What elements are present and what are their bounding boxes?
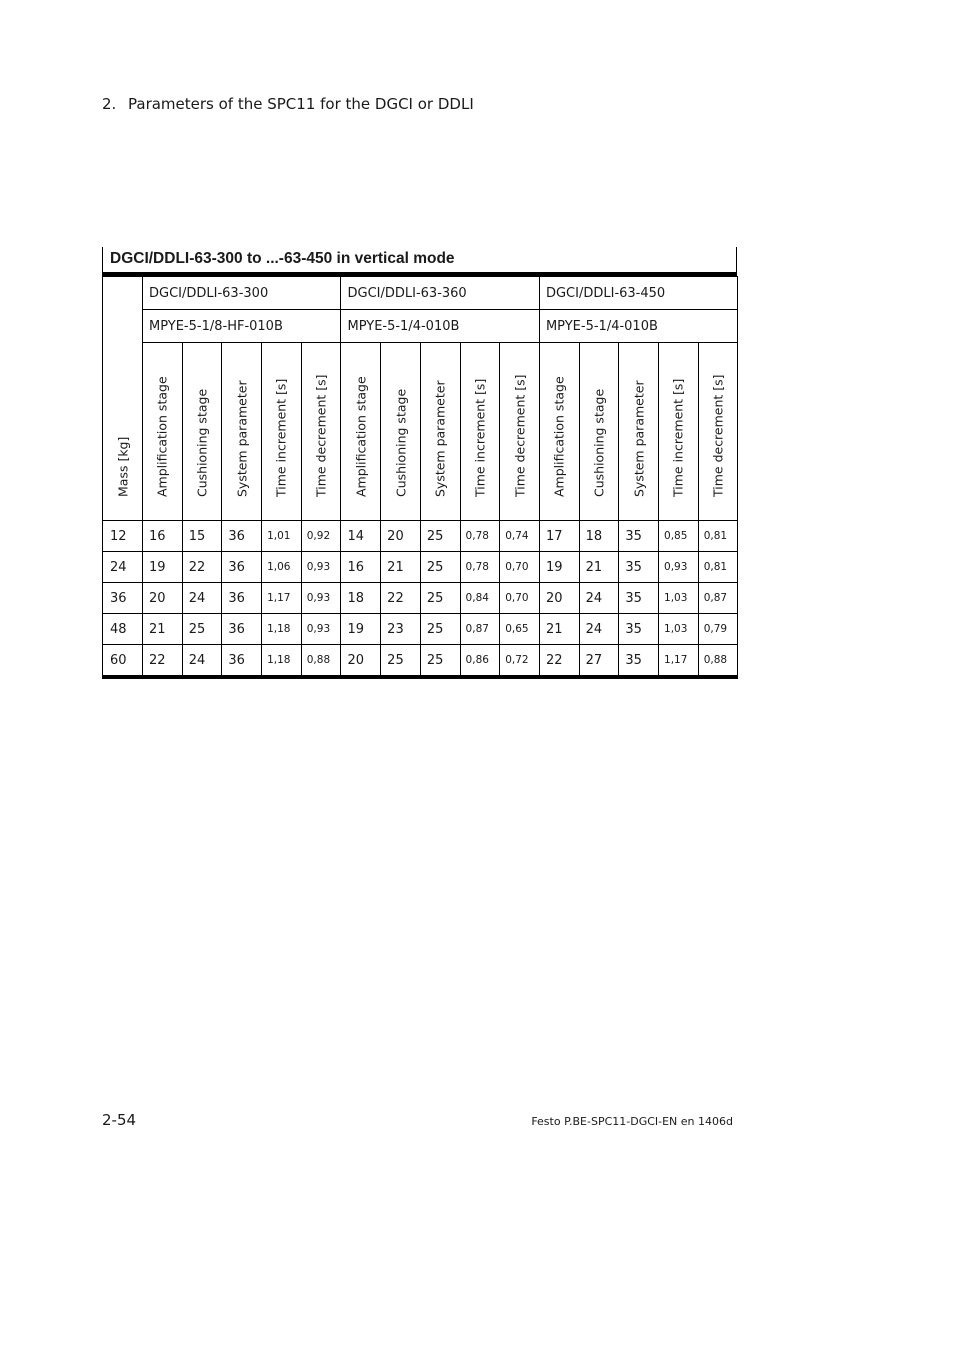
parameter-header: System parameter bbox=[432, 380, 448, 497]
group-model-cell: DGCI/DDLI-63-300 bbox=[143, 277, 341, 310]
value-cell: 17 bbox=[539, 521, 579, 552]
value-cell: 25 bbox=[420, 614, 460, 645]
parameter-header: Time increment [s] bbox=[472, 378, 488, 497]
table-row bbox=[103, 552, 738, 583]
group-valve-cell: MPYE-5-1/4-010B bbox=[539, 310, 737, 343]
value-cell: 0,84 bbox=[460, 583, 500, 614]
value-cell: 22 bbox=[381, 583, 421, 614]
parameter-header: System parameter bbox=[234, 380, 250, 497]
value-cell: 25 bbox=[420, 521, 460, 552]
value-cell: 0,88 bbox=[301, 645, 341, 678]
value-cell: 0,93 bbox=[301, 614, 341, 645]
value-cell: 35 bbox=[619, 614, 659, 645]
parameter-header: Time decrement [s] bbox=[512, 374, 528, 497]
value-cell: 0,85 bbox=[659, 521, 699, 552]
value-cell: 21 bbox=[579, 552, 619, 583]
value-cell: 0,81 bbox=[698, 521, 738, 552]
section-title: Parameters of the SPC11 for the DGCI or DDLI bbox=[128, 95, 474, 113]
section-heading bbox=[102, 95, 474, 113]
value-cell: 16 bbox=[143, 521, 183, 552]
parameter-header-cell bbox=[619, 343, 659, 521]
value-cell: 0,87 bbox=[698, 583, 738, 614]
parameter-header-cell bbox=[341, 343, 381, 521]
value-cell: 1,18 bbox=[262, 614, 302, 645]
parameter-header: Cushioning stage bbox=[393, 388, 409, 497]
parameter-header: Amplification stage bbox=[353, 376, 369, 497]
value-cell: 36 bbox=[222, 614, 262, 645]
mass-cell: 24 bbox=[103, 552, 143, 583]
parameter-table bbox=[102, 276, 738, 679]
mass-cell: 60 bbox=[103, 645, 143, 678]
value-cell: 21 bbox=[539, 614, 579, 645]
mass-header-cell bbox=[103, 277, 143, 521]
value-cell: 20 bbox=[341, 645, 381, 678]
parameter-header-cell bbox=[262, 343, 302, 521]
value-cell: 0,72 bbox=[500, 645, 540, 678]
value-cell: 0,78 bbox=[460, 552, 500, 583]
parameter-header: System parameter bbox=[631, 380, 647, 497]
value-cell: 25 bbox=[420, 645, 460, 678]
parameter-header-cell bbox=[381, 343, 421, 521]
value-cell: 19 bbox=[143, 552, 183, 583]
mass-cell: 48 bbox=[103, 614, 143, 645]
value-cell: 0,70 bbox=[500, 583, 540, 614]
parameter-header-cell bbox=[420, 343, 460, 521]
parameter-header: Cushioning stage bbox=[194, 388, 210, 497]
parameter-header-cell bbox=[182, 343, 222, 521]
value-cell: 0,74 bbox=[500, 521, 540, 552]
parameter-header-cell bbox=[143, 343, 183, 521]
table-row bbox=[103, 614, 738, 645]
parameter-header: Time increment [s] bbox=[670, 378, 686, 497]
value-cell: 0,86 bbox=[460, 645, 500, 678]
value-cell: 25 bbox=[381, 645, 421, 678]
value-cell: 0,81 bbox=[698, 552, 738, 583]
value-cell: 25 bbox=[420, 583, 460, 614]
parameter-header: Amplification stage bbox=[551, 376, 567, 497]
table-row bbox=[103, 583, 738, 614]
value-cell: 16 bbox=[341, 552, 381, 583]
table-title: DGCI/DDLI-63-300 to ...-63-450 in vertical mode bbox=[102, 247, 737, 276]
value-cell: 21 bbox=[381, 552, 421, 583]
group-model-cell: DGCI/DDLI-63-450 bbox=[539, 277, 737, 310]
value-cell: 1,17 bbox=[262, 583, 302, 614]
value-cell: 18 bbox=[579, 521, 619, 552]
page-number: 2-54 bbox=[102, 1111, 137, 1129]
value-cell: 25 bbox=[182, 614, 222, 645]
value-cell: 0,93 bbox=[659, 552, 699, 583]
value-cell: 1,06 bbox=[262, 552, 302, 583]
value-cell: 15 bbox=[182, 521, 222, 552]
parameter-header: Cushioning stage bbox=[591, 388, 607, 497]
parameter-header: Time increment [s] bbox=[273, 378, 289, 497]
value-cell: 1,18 bbox=[262, 645, 302, 678]
value-cell: 25 bbox=[420, 552, 460, 583]
model-header-row bbox=[103, 277, 738, 310]
value-cell: 18 bbox=[341, 583, 381, 614]
value-cell: 24 bbox=[579, 614, 619, 645]
table-row bbox=[103, 521, 738, 552]
group-valve-cell: MPYE-5-1/8-HF-010B bbox=[143, 310, 341, 343]
parameter-header: Time decrement [s] bbox=[710, 374, 726, 497]
value-cell: 14 bbox=[341, 521, 381, 552]
value-cell: 20 bbox=[143, 583, 183, 614]
value-cell: 22 bbox=[182, 552, 222, 583]
parameter-header-cell bbox=[222, 343, 262, 521]
value-cell: 0,65 bbox=[500, 614, 540, 645]
value-cell: 27 bbox=[579, 645, 619, 678]
parameter-table-container bbox=[102, 247, 737, 679]
group-valve-cell: MPYE-5-1/4-010B bbox=[341, 310, 539, 343]
value-cell: 0,78 bbox=[460, 521, 500, 552]
value-cell: 22 bbox=[539, 645, 579, 678]
parameter-header: Amplification stage bbox=[154, 376, 170, 497]
value-cell: 0,92 bbox=[301, 521, 341, 552]
value-cell: 24 bbox=[579, 583, 619, 614]
value-cell: 35 bbox=[619, 583, 659, 614]
mass-cell: 12 bbox=[103, 521, 143, 552]
value-cell: 24 bbox=[182, 645, 222, 678]
value-cell: 21 bbox=[143, 614, 183, 645]
value-cell: 36 bbox=[222, 645, 262, 678]
value-cell: 24 bbox=[182, 583, 222, 614]
value-cell: 1,03 bbox=[659, 614, 699, 645]
valve-header-row bbox=[103, 310, 738, 343]
parameter-header-cell bbox=[579, 343, 619, 521]
parameter-header-cell bbox=[659, 343, 699, 521]
parameter-header-cell bbox=[539, 343, 579, 521]
value-cell: 23 bbox=[381, 614, 421, 645]
value-cell: 0,93 bbox=[301, 583, 341, 614]
table-row bbox=[103, 645, 738, 678]
parameter-header-row bbox=[103, 343, 738, 521]
value-cell: 35 bbox=[619, 552, 659, 583]
value-cell: 0,93 bbox=[301, 552, 341, 583]
group-model-cell: DGCI/DDLI-63-360 bbox=[341, 277, 539, 310]
document-reference: Festo P.BE-SPC11-DGCI-EN en 1406d bbox=[531, 1115, 733, 1128]
mass-cell: 36 bbox=[103, 583, 143, 614]
value-cell: 0,79 bbox=[698, 614, 738, 645]
value-cell: 0,88 bbox=[698, 645, 738, 678]
value-cell: 0,87 bbox=[460, 614, 500, 645]
value-cell: 36 bbox=[222, 521, 262, 552]
parameter-header: Time decrement [s] bbox=[313, 374, 329, 497]
value-cell: 1,03 bbox=[659, 583, 699, 614]
value-cell: 35 bbox=[619, 645, 659, 678]
value-cell: 19 bbox=[539, 552, 579, 583]
value-cell: 36 bbox=[222, 583, 262, 614]
value-cell: 1,17 bbox=[659, 645, 699, 678]
value-cell: 20 bbox=[381, 521, 421, 552]
value-cell: 35 bbox=[619, 521, 659, 552]
section-number: 2. bbox=[102, 95, 117, 113]
parameter-header-cell bbox=[460, 343, 500, 521]
value-cell: 0,70 bbox=[500, 552, 540, 583]
value-cell: 36 bbox=[222, 552, 262, 583]
value-cell: 1,01 bbox=[262, 521, 302, 552]
mass-header: Mass [kg] bbox=[115, 436, 130, 497]
parameter-header-cell bbox=[698, 343, 738, 521]
value-cell: 22 bbox=[143, 645, 183, 678]
value-cell: 20 bbox=[539, 583, 579, 614]
parameter-header-cell bbox=[500, 343, 540, 521]
value-cell: 19 bbox=[341, 614, 381, 645]
parameter-header-cell bbox=[301, 343, 341, 521]
